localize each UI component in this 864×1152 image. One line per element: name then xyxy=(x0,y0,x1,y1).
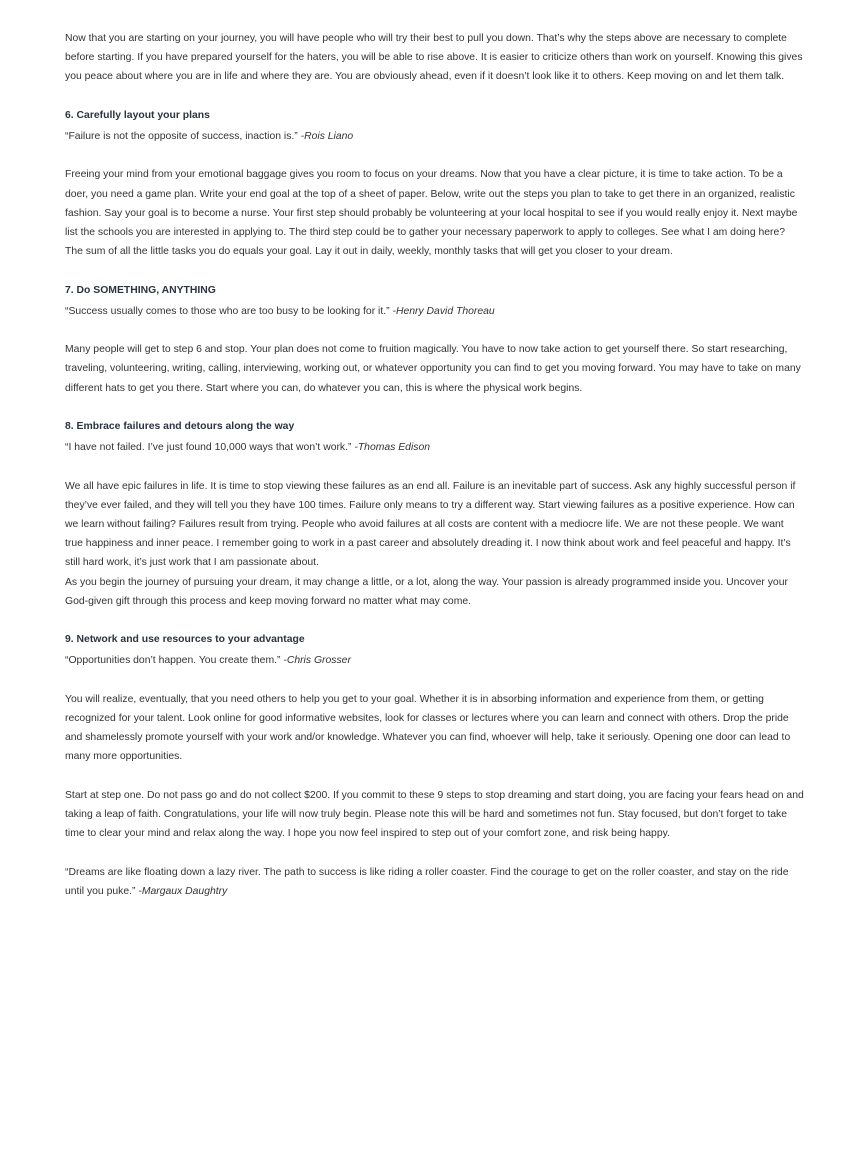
section-paragraph: Many people will get to step 6 and stop. Your plan does not come to fruition magically. You have to now take action to get yourself there. So start researching, traveling, volunteering, writing, calling, interviewing, working out, or whatever opportunity you can find to get you moving forward. You may have to take on many different hats to get you there. Start where you can, do whatever you can, this is where the physical work begins. xyxy=(65,344,801,394)
quote-text: “Failure is not the opposite of success, inaction is.” xyxy=(65,131,298,142)
section-heading: 7. Do SOMETHING, ANYTHING xyxy=(65,284,216,296)
quote-author: -Thomas Edison xyxy=(354,442,431,454)
section-quote xyxy=(65,438,804,457)
quote-author: -Chris Grosser xyxy=(283,655,351,667)
conclusion-paragraph: Start at step one. Do not pass go and do not collect $200. If you commit to these 9 steps to stop dreaming and start doing, you are facing your fears head on and taking a leap of faith. Congratulations, your life will now truly begin. Please note this will be hard and sometimes not fun. Stay focused, but don’t forget to take time to clear your mind and relax along the way. I hope you now feel inspired to step out of your comfort zone, and risk being happy. xyxy=(65,789,804,840)
section-7 xyxy=(65,281,804,398)
intro-paragraph: Now that you are starting on your journey, you will have people who will try their best to pull you down. That’s why the steps above are necessary to complete before starting. If you have prepared yourself for the haters, you will be able to rise above. It is easier to criticize others than work on yourself. Knowing this gives you peace about where you are in life and where they are. You are obviously ahead, even if it doesn’t look like it to others. Keep moving on and let them talk. xyxy=(65,33,803,83)
section-quote xyxy=(65,127,804,146)
section-heading: 6. Carefully layout your plans xyxy=(65,109,210,121)
section-paragraph: Freeing your mind from your emotional baggage gives you room to focus on your dreams. Now that you have a clear picture, it is time to take action. To be a doer, you need a game plan. Write your end goal at the top of a sheet of paper. Below, write out the steps you plan to take to get there in an organized, realistic fashion. Say your goal is to become a nurse. Your first step should probably be volunteering at your local hospital to see if you would really enjoy it. Next maybe list the schools you are interested in applying to. The third step could be to gather your necessary paperwork to apply to colleges. See what I am doing here? The sum of all the little tasks you do equals your goal. Lay it out in daily, weekly, monthly tasks that will get you closer to your dream. xyxy=(65,169,798,258)
section-paragraph: You will realize, eventually, that you need others to help you get to your goal. Whether it is in absorbing information and experience from them, or getting recognized for your talent. Look online for good informative websites, look for classes or lectures where you can learn and connect with others. Drop the pride and shamelessly promote yourself with your work and/or knowledge. Whatever you can find, whoever will help, take it seriously. Opening one door can lead to many more opportunities. xyxy=(65,693,791,763)
section-heading: 8. Embrace failures and detours along the way xyxy=(65,420,295,432)
closing-quote-text: “Dreams are like floating down a lazy river. The path to success is like riding a roller coaster. Find the courage to get on the roller coaster, and stay on the ride until you puke.” xyxy=(65,866,789,897)
quote-text: “I have not failed. I’ve just found 10,000 ways that won’t work.” xyxy=(65,442,352,454)
quote-author: -Rois Liano xyxy=(300,131,354,142)
closing-quote-author: -Margaux Daughtry xyxy=(138,885,228,897)
section-heading: 9. Network and use resources to your advantage xyxy=(65,634,305,646)
section-8 xyxy=(65,417,804,611)
section-9 xyxy=(65,630,804,766)
quote-text: “Success usually comes to those who are too busy to be looking for it.” xyxy=(65,305,390,317)
quote-text: “Opportunities don’t happen. You create them.” xyxy=(65,655,281,667)
closing-quote xyxy=(65,863,804,901)
section-6 xyxy=(65,106,804,262)
section-paragraph: As you begin the journey of pursuing your dream, it may change a little, or a lot, along the way. Your passion is already programmed inside you. Uncover your God-given gift through this process and keep moving forward no matter what may come. xyxy=(65,576,788,607)
quote-author: -Henry David Thoreau xyxy=(392,305,495,317)
section-quote xyxy=(65,651,804,670)
section-quote xyxy=(65,302,804,321)
section-paragraph: We all have epic failures in life. It is time to stop viewing these failures as an end all. Failure is an inevitable part of success. Ask any highly successful person if they’ve ever failed, and they will tell you they have 100 times. Failure only means to try a different way. Start viewing failures as a positive experience. How can we learn without failing? Failures result from trying. People who avoid failures at all costs are content with a mediocre life. We are not these people. We want true happiness and inner peace. I remember going to work in a past career and absolutely dreading it. I now think about work and feel peaceful and happy. It’s still hard work, it’s just work that I am passionate about. xyxy=(65,480,796,569)
